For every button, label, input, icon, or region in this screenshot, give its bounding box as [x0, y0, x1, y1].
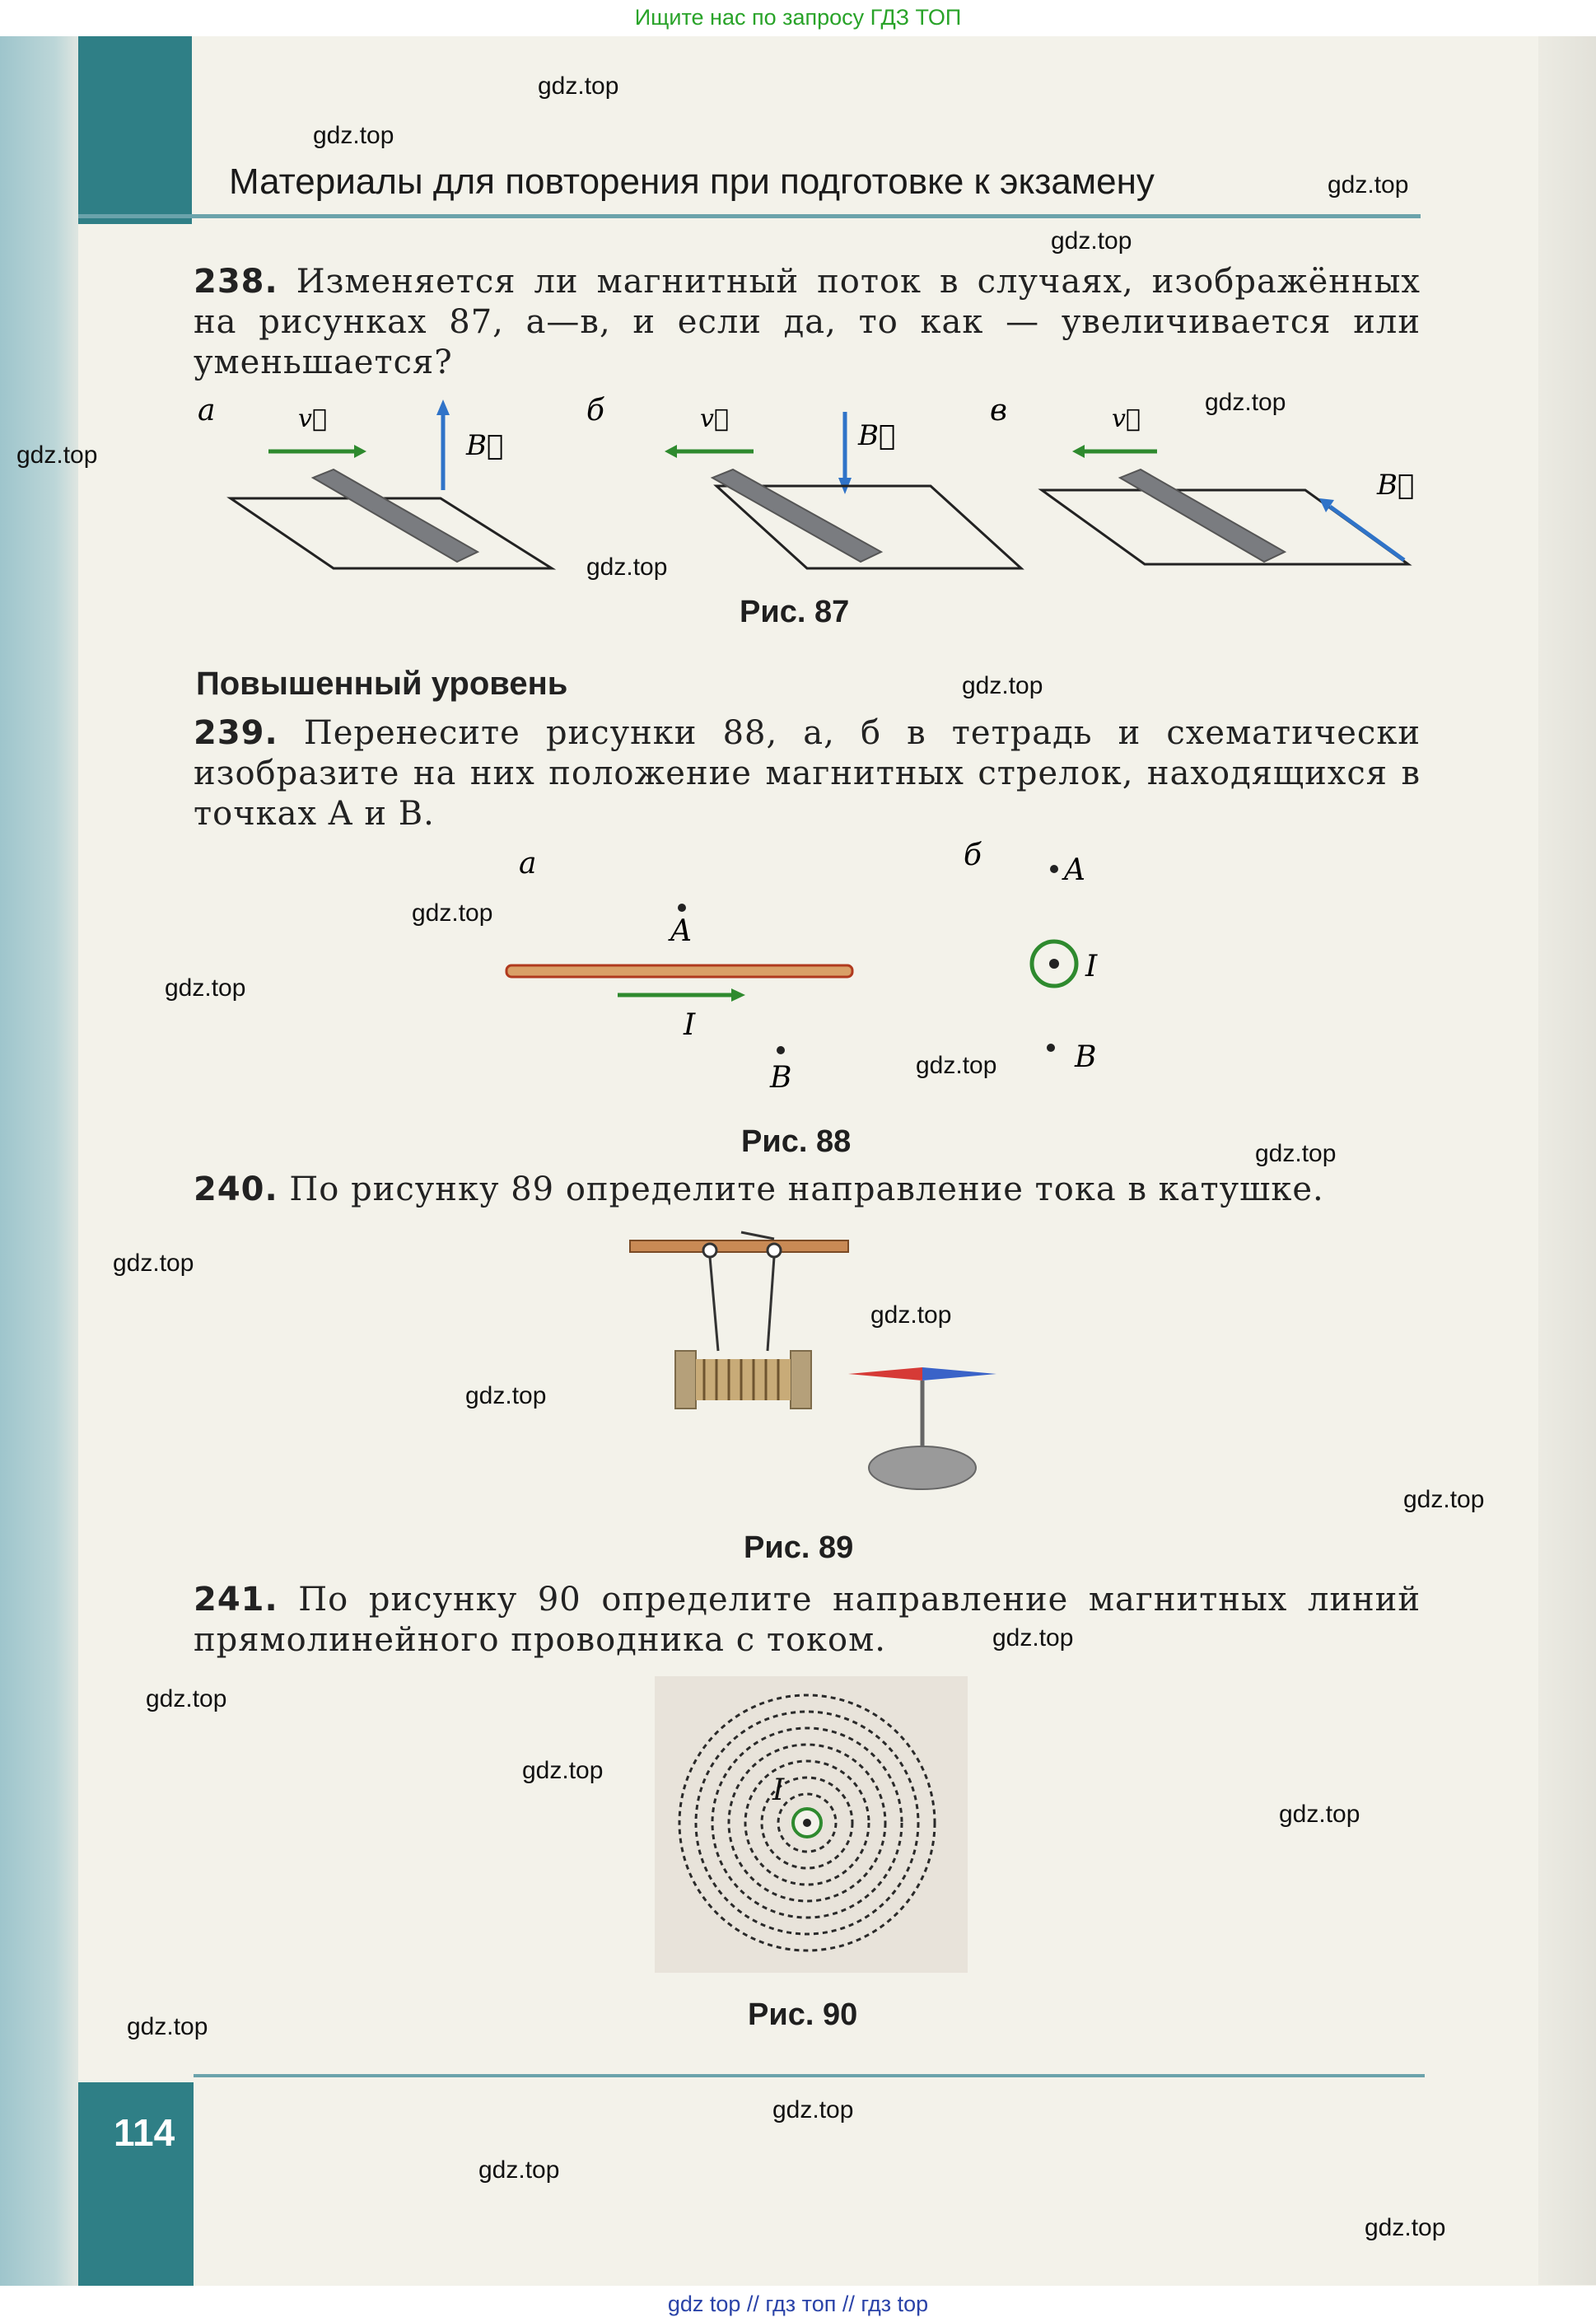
fig87-b: [586, 394, 1021, 568]
watermark-text: gdz.top: [538, 72, 619, 100]
watermark-text: gdz.top: [916, 1052, 997, 1079]
header-color-block: [78, 36, 192, 224]
straight-conductor: [506, 965, 852, 977]
watermark-text: gdz.top: [1365, 2214, 1446, 2241]
point-b-dot: [777, 1046, 785, 1054]
wire-right: [768, 1257, 774, 1351]
contact-left: [703, 1244, 716, 1257]
watermark-text: gdz.top: [1205, 389, 1286, 416]
watermark-text: gdz.top: [1403, 1486, 1485, 1513]
figure-90: [655, 1676, 968, 1973]
watermark-text: gdz.top: [870, 1301, 952, 1329]
figure-87-caption: Рис. 87: [740, 595, 850, 629]
point-b-label: B: [1075, 1040, 1097, 1074]
task-text: По рисунку 89 определите направление тока в катушке.: [289, 1170, 1324, 1208]
bottom-rule: [194, 2074, 1425, 2077]
page-left-band: [0, 36, 78, 2322]
wire-left: [710, 1257, 718, 1351]
compass-needle-blue: [922, 1367, 996, 1381]
watermark-text: gdz.top: [113, 1250, 194, 1277]
conductor-bar: [313, 470, 478, 562]
fig87-v: [990, 394, 1414, 564]
watermark-text: gdz.top: [465, 1382, 547, 1409]
page-number: 114: [114, 2111, 175, 2154]
conductor-bar: [712, 470, 881, 562]
figure-88-caption: Рис. 88: [741, 1124, 852, 1159]
label-a: а: [198, 394, 216, 427]
velocity-label: v⃗: [298, 404, 327, 433]
field-arrow: [1330, 507, 1404, 560]
velocity-label: v⃗: [700, 404, 729, 433]
task-240: [194, 1170, 1421, 1210]
figure-90-caption: Рис. 90: [748, 1997, 858, 2032]
watermark-text: gdz.top: [16, 442, 98, 469]
task-number: 241.: [194, 1581, 278, 1619]
task-241: [194, 1580, 1421, 1661]
velocity-arrowhead: [665, 445, 677, 458]
section-heading: Повышенный уровень: [196, 666, 568, 702]
watermark-text: gdz.top: [1051, 227, 1132, 255]
label-v: в: [990, 394, 1007, 427]
current-label: I: [772, 1773, 785, 1807]
label-b: б: [964, 839, 982, 872]
watermark-text: gdz.top: [586, 554, 668, 581]
task-text: Перенесите рисунки 88, а, б в тетрадь и схематически изобразите на них положение магнитных стрелок, находящихся в точках A и B.: [194, 714, 1421, 833]
point-a-label: A: [1064, 853, 1085, 887]
switch-lever: [741, 1232, 774, 1239]
figure-88: [494, 832, 1153, 1104]
field-label: B⃗: [1377, 469, 1415, 502]
task-number: 240.: [194, 1170, 278, 1208]
task-text: По рисунку 90 определите направление магнитных линий прямолинейного проводника с током.: [194, 1581, 1421, 1659]
task-number: 238.: [194, 263, 278, 301]
task-238: [194, 262, 1421, 383]
watermark-text: gdz.top: [478, 2156, 560, 2184]
watermark-text: gdz.top: [1279, 1801, 1360, 1828]
coil-end-left: [675, 1351, 696, 1409]
current-out-dot: [803, 1819, 811, 1827]
current-label: I: [1085, 950, 1098, 983]
rail: [630, 1240, 848, 1252]
coil-end-right: [791, 1351, 811, 1409]
watermark-text: gdz.top: [522, 1757, 604, 1784]
watermark-text: gdz.top: [772, 2096, 854, 2123]
point-a-dot: [678, 904, 686, 912]
watermark-text: gdz.top: [313, 122, 394, 149]
task-text: Изменяется ли магнитный поток в случаях, изображённых на рисунках 87, а—в, и если да, то как — увеличивается или уменьшается?: [194, 263, 1421, 381]
label-a: а: [519, 847, 537, 881]
field-arrowhead: [436, 399, 450, 415]
page-right-edge: [1538, 36, 1596, 2285]
fig87-a: [198, 394, 552, 568]
watermark-text: gdz.top: [962, 672, 1043, 699]
contact-right: [768, 1244, 781, 1257]
figure-89: [626, 1227, 1087, 1507]
current-arrowhead: [731, 988, 745, 1002]
velocity-arrowhead: [354, 445, 366, 458]
watermark-text: gdz.top: [146, 1685, 227, 1712]
coil-winding: [696, 1359, 791, 1400]
top-banner[interactable]: Ищите нас по запросу ГДЗ ТОП: [0, 0, 1596, 36]
current-label: I: [684, 1008, 696, 1042]
page-header-title: Материалы для повторения при подготовке к экзамену: [229, 161, 1155, 202]
watermark-text: gdz.top: [127, 2013, 208, 2040]
watermark-text: gdz.top: [1328, 171, 1409, 199]
figure-89-caption: Рис. 89: [744, 1530, 854, 1565]
figure-87: [189, 387, 1425, 618]
velocity-label: v⃗: [1112, 404, 1141, 433]
watermark-text: gdz.top: [412, 899, 493, 927]
field-label: B⃗: [466, 429, 504, 462]
compass-needle-red: [848, 1367, 922, 1381]
watermark-text: gdz.top: [1255, 1140, 1337, 1167]
watermark-text: gdz.top: [165, 974, 246, 1002]
task-239: [194, 713, 1421, 834]
point-a-label: A: [670, 914, 692, 948]
watermark-text: gdz.top: [992, 1624, 1074, 1652]
current-out-dot: [1049, 959, 1059, 969]
point-b-label: B: [770, 1061, 792, 1095]
velocity-arrowhead: [1072, 445, 1085, 458]
field-label: B⃗: [858, 419, 896, 452]
footer-links[interactable]: gdz top // гдз топ // гдз top: [0, 2286, 1596, 2322]
point-b-dot: [1047, 1044, 1055, 1052]
compass-base: [869, 1446, 976, 1489]
point-a-dot: [1050, 865, 1058, 873]
header-rule: [78, 214, 1421, 218]
conductor-bar: [1120, 470, 1285, 562]
task-number: 239.: [194, 714, 278, 752]
label-b: б: [586, 394, 604, 427]
